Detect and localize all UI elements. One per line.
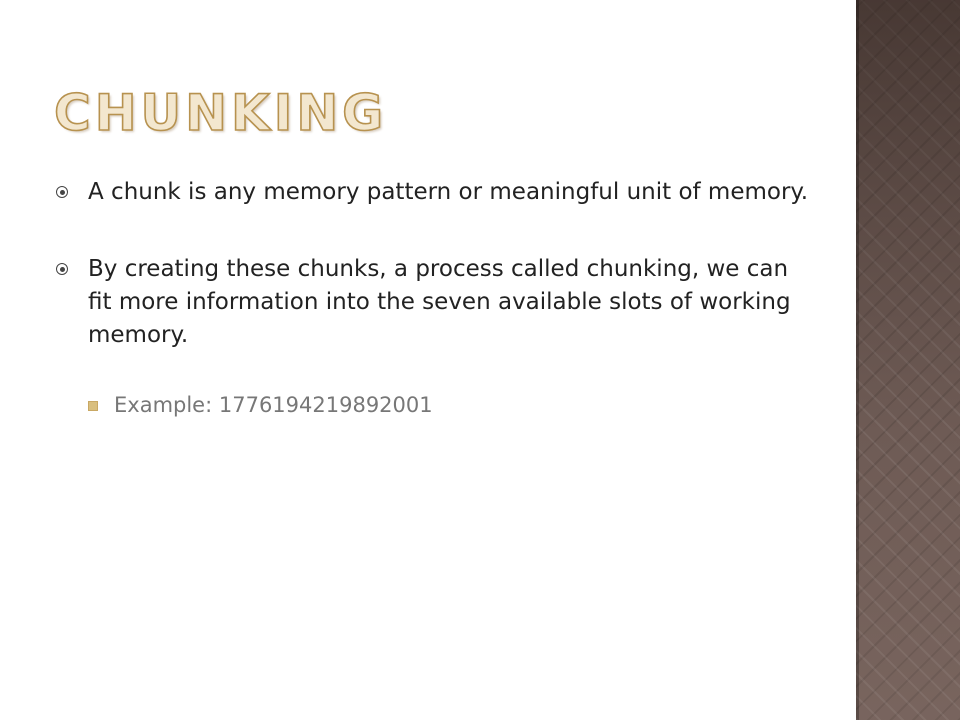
bullet-item <box>56 176 816 209</box>
slide-title: CHUNKING <box>54 84 388 142</box>
bullet-text: By creating these chunks, a process called chunking, we can fit more information into the seven available slots of working memory. <box>88 256 791 348</box>
bullet-circle-icon <box>56 186 68 198</box>
square-bullet-icon <box>88 401 98 411</box>
bullet-circle-icon <box>56 263 68 275</box>
sidebar-edge <box>856 0 859 720</box>
bullet-item <box>56 253 816 352</box>
sub-bullet-item <box>88 390 816 420</box>
bullet-list <box>56 176 816 420</box>
decorative-sidebar <box>856 0 960 720</box>
sub-bullet-text: Example: 1776194219892001 <box>114 393 433 417</box>
bullet-text: A chunk is any memory pattern or meaningful unit of memory. <box>88 179 809 205</box>
